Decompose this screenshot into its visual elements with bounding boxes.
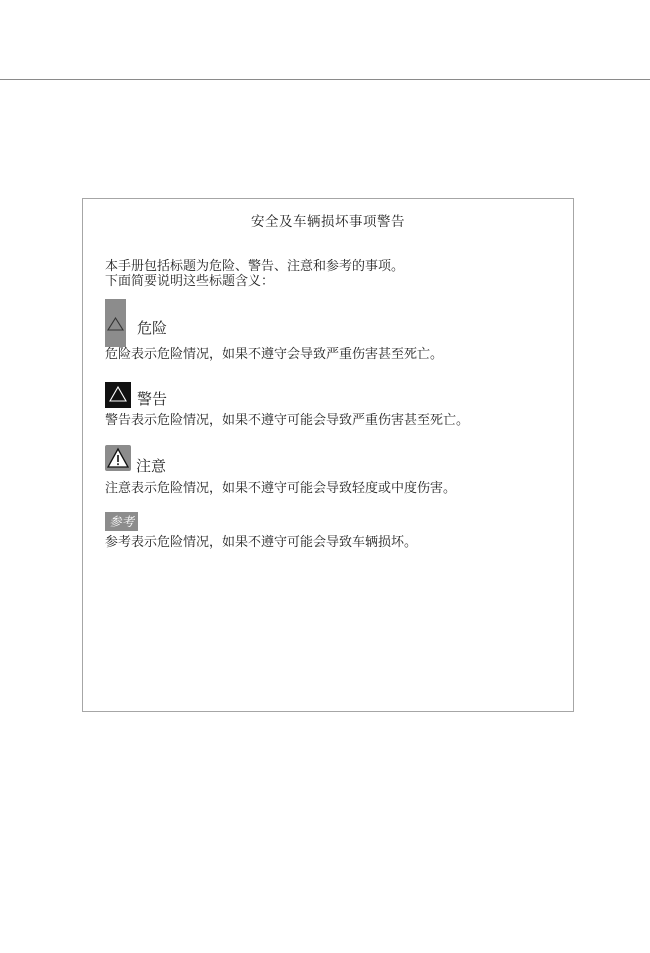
danger-section (105, 299, 443, 362)
caution-badge (105, 445, 131, 471)
warning-badge (105, 382, 131, 408)
safety-notice-box (82, 198, 574, 712)
intro-line-1: 本手册包括标题为危险、警告、注意和参考的事项。 (105, 259, 405, 274)
caution-label: 注意 (136, 457, 167, 475)
warning-description: 警告表示危险情况，如果不遵守可能会导致严重伤害甚至死亡。 (105, 413, 470, 428)
intro-line-2: 下面简要说明这些标题含义： (105, 274, 275, 289)
intro-text (105, 259, 404, 289)
caution-heading (105, 445, 456, 477)
warning-triangle-outline-icon (109, 386, 127, 402)
warning-section (105, 382, 469, 428)
danger-heading (105, 299, 443, 344)
notice-section (105, 512, 417, 550)
warning-label: 警告 (137, 390, 168, 408)
warning-heading (105, 382, 469, 409)
caution-description: 注意表示危险情况，如果不遵守可能会导致轻度或中度伤害。 (105, 481, 457, 496)
notice-badge: 参考 (105, 512, 138, 531)
warning-triangle-outline-icon (107, 317, 124, 331)
warning-triangle-exclamation-icon (107, 447, 129, 469)
caution-section (105, 445, 456, 496)
box-title: 安全及车辆损坏事项警告 (251, 214, 405, 230)
danger-badge (105, 299, 126, 347)
notice-description: 参考表示危险情况，如果不遵守可能会导致车辆损坏。 (105, 535, 418, 550)
notice-heading (105, 512, 417, 531)
header-rule (0, 79, 650, 80)
danger-description: 危险表示危险情况，如果不遵守会导致严重伤害甚至死亡。 (105, 347, 444, 362)
danger-label: 危险 (137, 319, 168, 337)
